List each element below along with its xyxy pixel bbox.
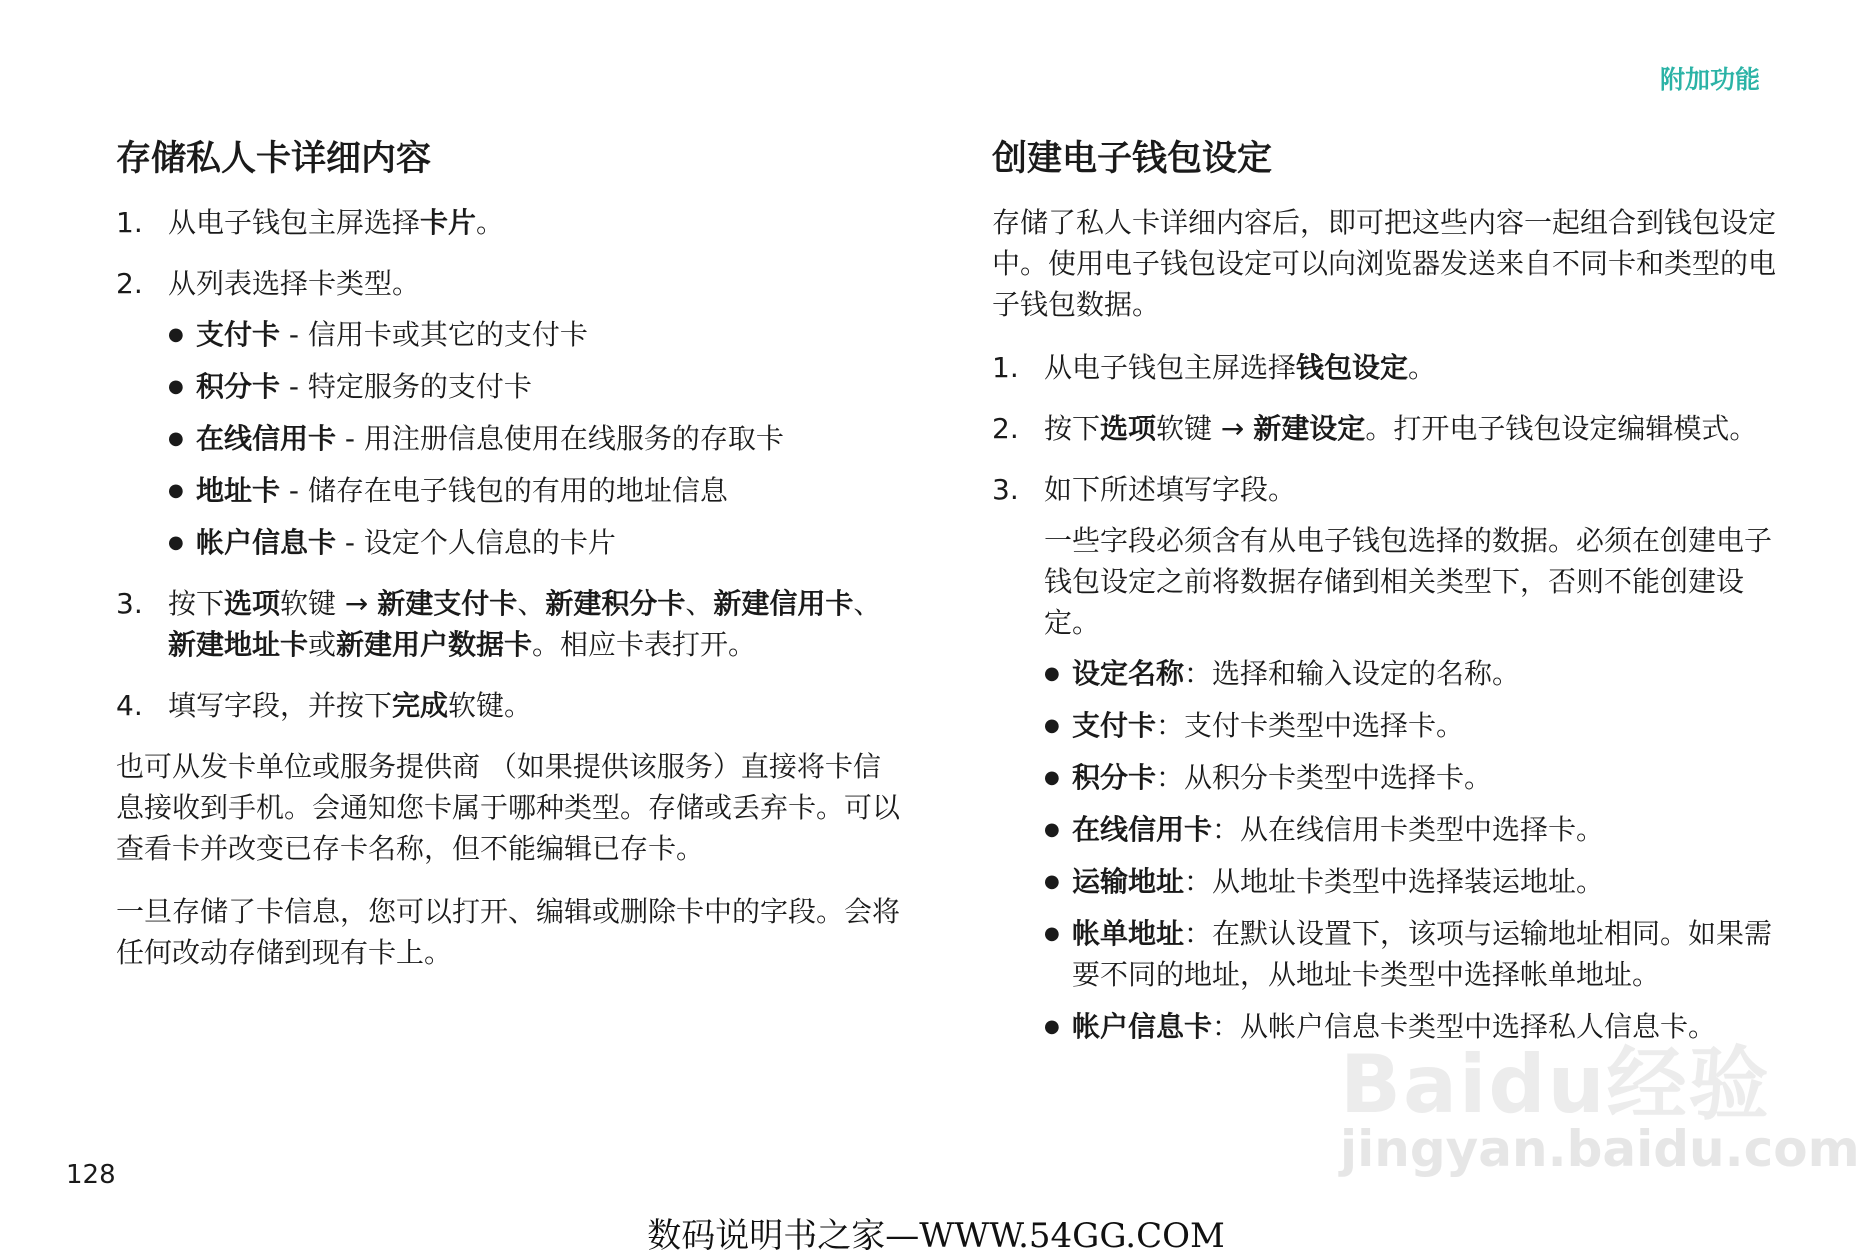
step-keyword: 新建信用卡 [713, 587, 854, 620]
bullet-item [168, 470, 908, 511]
step-text: 或 [308, 628, 337, 661]
bullet-term: 帐户信息卡 [1072, 1010, 1213, 1043]
step-text: 。打开电子钱包设定编辑模式。 [1365, 412, 1758, 445]
bullet-item [168, 314, 908, 355]
step-number: 2. [116, 267, 143, 300]
step-item [116, 583, 908, 665]
left-column [116, 138, 908, 995]
bullet-desc: - 设定个人信息的卡片 [336, 526, 616, 559]
step-number: 1. [116, 206, 143, 239]
bullet-term: 在线信用卡 [1072, 813, 1213, 846]
step-number: 3. [992, 473, 1019, 506]
bullet-item [1044, 705, 1782, 746]
bullet-desc: ：支付卡类型中选择卡。 [1156, 709, 1465, 742]
step-keyword: 新建用户数据卡 [336, 628, 533, 661]
bullet-item [168, 366, 908, 407]
step-item [992, 408, 1782, 449]
step-item [992, 347, 1782, 388]
step-text: 。相应卡表打开。 [532, 628, 757, 661]
step-text: 填写字段，并按下 [168, 689, 393, 722]
bullet-term: 运输地址 [1072, 865, 1185, 898]
step-keyword: 新建设定 [1253, 412, 1366, 445]
bullet-term: 积分卡 [196, 370, 281, 403]
step-keyword: 新建地址卡 [168, 628, 309, 661]
bullet-desc: ：从在线信用卡类型中选择卡。 [1212, 813, 1605, 846]
watermark-brand: Baidu经验 [1340, 1038, 1771, 1131]
step-item [992, 469, 1782, 1047]
step-text: 。 [476, 206, 505, 239]
step-text: 软键 → [1156, 412, 1254, 445]
bullet-item [1044, 757, 1782, 798]
step-number: 2. [992, 412, 1019, 445]
bullet-desc: - 储存在电子钱包的有用的地址信息 [280, 474, 728, 507]
step-number: 1. [992, 351, 1019, 384]
step-text: 软键 → [280, 587, 378, 620]
step-text: 从电子钱包主屏选择 [1044, 351, 1297, 384]
card-type-list [168, 314, 908, 563]
page-number: 128 [66, 1160, 116, 1190]
step-keyword: 卡片 [420, 206, 477, 239]
bullet-item [1044, 1006, 1782, 1047]
step-keyword: 新建支付卡 [377, 587, 518, 620]
left-steps-list [116, 202, 908, 726]
step-text: 、 [685, 587, 714, 620]
step-text: 按下 [1044, 412, 1101, 445]
body-paragraph: 一旦存储了卡信息，您可以打开、编辑或删除卡中的字段。会将任何改动存储到现有卡上。 [116, 895, 901, 969]
step-keyword: 选项 [1100, 412, 1157, 445]
watermark-url: jingyan.baidu.com [1340, 1120, 1860, 1178]
step-number: 4. [116, 689, 143, 722]
step-keyword: 完成 [392, 689, 449, 722]
step-item [116, 685, 908, 726]
step-text: 。 [1408, 351, 1437, 384]
step-text: 按下 [168, 587, 225, 620]
step-item [116, 202, 908, 243]
footer-banner: 数码说明书之家—WWW.54GG.COM [647, 1216, 1225, 1256]
section-title-store-card: 存储私人卡详细内容 [116, 139, 432, 179]
bullet-item [1044, 861, 1782, 902]
bullet-desc: ：选择和输入设定的名称。 [1184, 657, 1521, 690]
bullet-item [1044, 653, 1782, 694]
step-keyword: 新建积分卡 [545, 587, 686, 620]
bullet-desc: ：从积分卡类型中选择卡。 [1156, 761, 1493, 794]
bullet-item [168, 418, 908, 459]
step-keyword: 选项 [224, 587, 281, 620]
step-text: 、 [853, 587, 882, 620]
step-note: 一些字段必须含有从电子钱包选择的数据。必须在创建电子钱包设定之前将数据存储到相关类型下，否则不能创建设定。 [1044, 524, 1773, 639]
step-text: 如下所述填写字段。 [1044, 473, 1297, 506]
bullet-term: 帐单地址 [1072, 917, 1185, 950]
intro-paragraph: 存储了私人卡详细内容后，即可把这些内容一起组合到钱包设定中。使用电子钱包设定可以向浏览器发送来自不同卡和类型的电子钱包数据。 [992, 206, 1777, 321]
bullet-item [1044, 809, 1782, 850]
bullet-term: 地址卡 [196, 474, 281, 507]
field-list [1044, 653, 1782, 1047]
step-text: 从电子钱包主屏选择 [168, 206, 421, 239]
bullet-desc: ：从地址卡类型中选择装运地址。 [1184, 865, 1605, 898]
bullet-desc: - 特定服务的支付卡 [280, 370, 532, 403]
bullet-term: 在线信用卡 [196, 422, 337, 455]
bullet-term: 积分卡 [1072, 761, 1157, 794]
section-title-wallet-set: 创建电子钱包设定 [992, 139, 1273, 179]
step-text: 、 [517, 587, 546, 620]
right-steps-list [992, 347, 1782, 1047]
bullet-item [168, 522, 908, 563]
step-keyword: 钱包设定 [1296, 351, 1409, 384]
section-header-label: 附加功能 [1660, 65, 1761, 94]
bullet-term: 支付卡 [196, 318, 281, 351]
bullet-desc: ：在默认设置下，该项与运输地址相同。如果需要不同的地址，从地址卡类型中选择帐单地址。 [1072, 917, 1773, 991]
bullet-term: 支付卡 [1072, 709, 1157, 742]
bullet-desc: ：从帐户信息卡类型中选择私人信息卡。 [1212, 1010, 1717, 1043]
step-item [116, 263, 908, 563]
bullet-term: 设定名称 [1072, 657, 1185, 690]
right-column [992, 138, 1782, 1067]
step-text: 软键。 [448, 689, 533, 722]
bullet-term: 帐户信息卡 [196, 526, 337, 559]
step-text: 从列表选择卡类型。 [168, 267, 421, 300]
body-paragraph: 也可从发卡单位或服务提供商 （如果提供该服务）直接将卡信息接收到手机。会通知您卡属于哪种类型。存储或丢弃卡。可以查看卡并改变已存卡名称，但不能编辑已存卡。 [116, 750, 901, 865]
bullet-desc: - 信用卡或其它的支付卡 [280, 318, 588, 351]
bullet-desc: - 用注册信息使用在线服务的存取卡 [336, 422, 784, 455]
bullet-item [1044, 913, 1782, 995]
step-number: 3. [116, 587, 143, 620]
